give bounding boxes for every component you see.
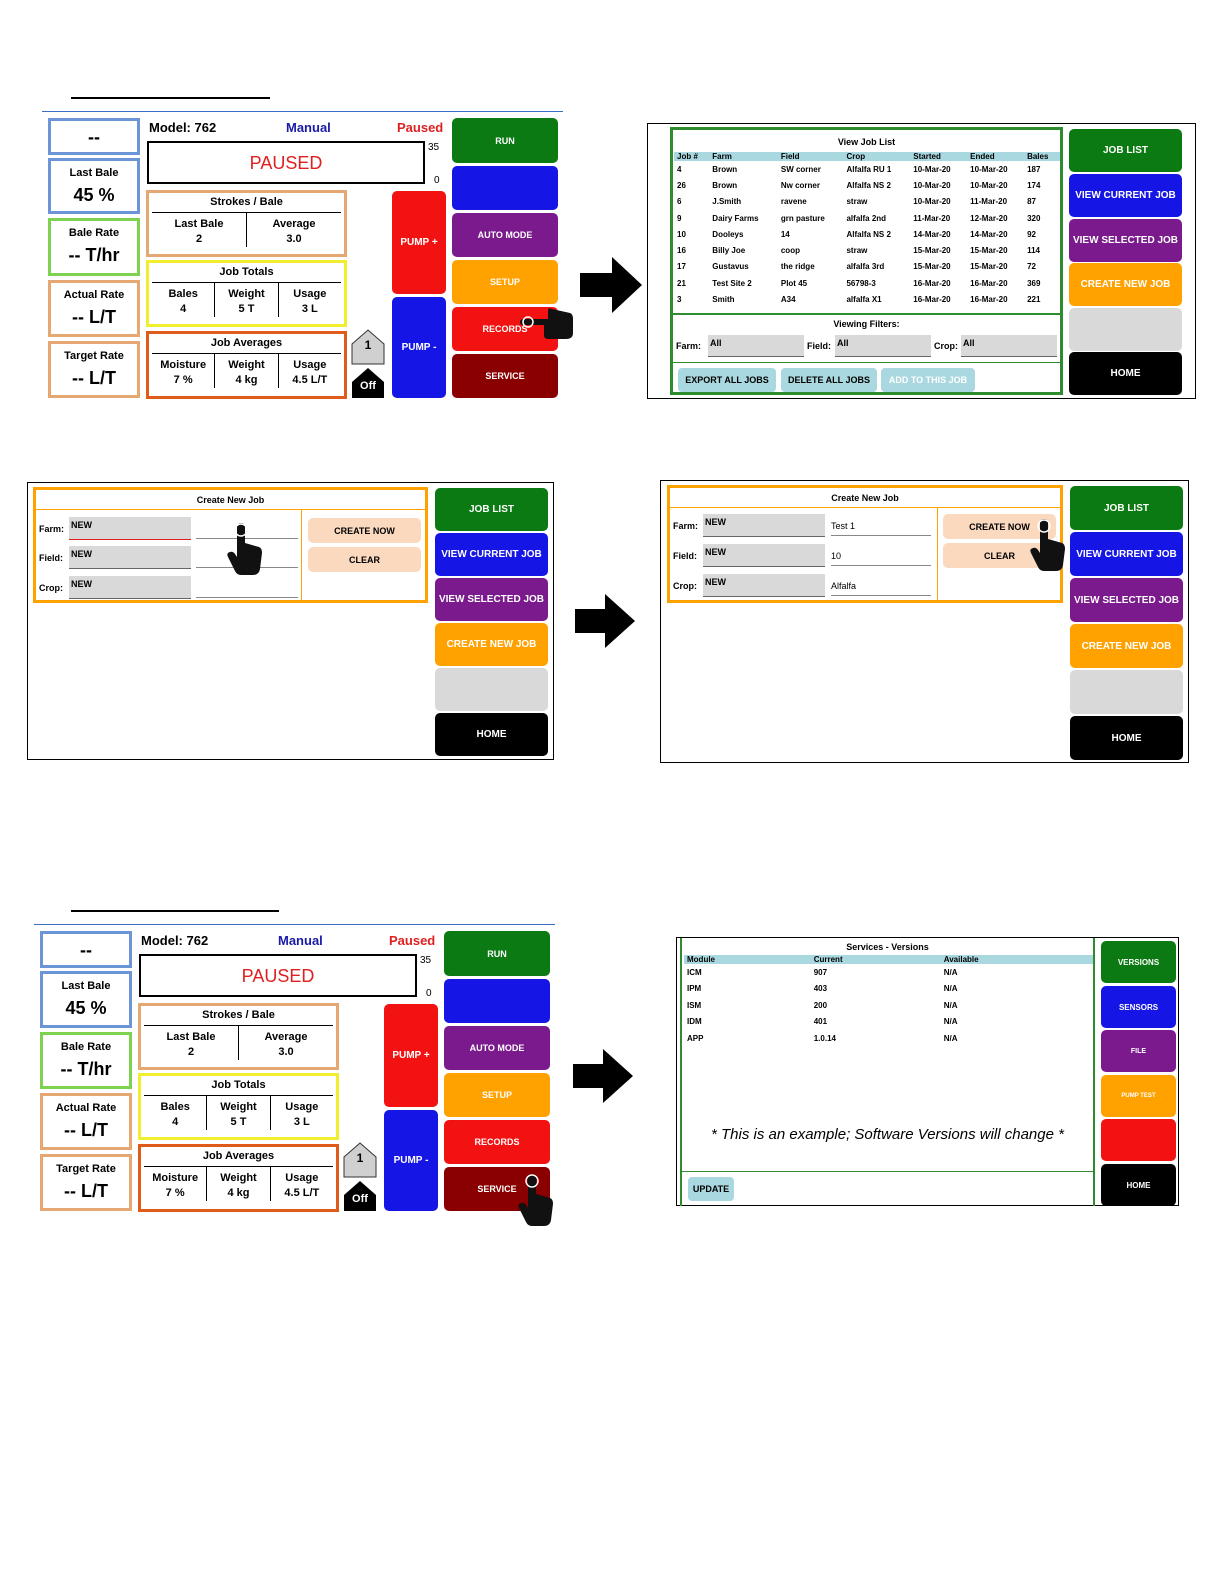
service-button[interactable]: SERVICE [452,354,558,398]
totals-usage-label: Usage [293,288,327,300]
job-table-header: Job # [674,152,709,161]
paused-display: PAUSED [139,954,417,997]
totals-usage-value: 3 L [293,1116,310,1128]
file-button[interactable]: FILE [1101,1030,1176,1072]
table-row[interactable] [674,226,1060,242]
table-row[interactable] [674,291,1060,307]
avg-weight-label: Weight [228,359,265,371]
table-row [684,1014,1093,1031]
avg-weight-value: 4 kg [235,374,258,386]
avg-moisture-value: 7 % [173,374,193,386]
table-cell: 15-Mar-20 [913,262,951,272]
strokes-last-label: Last Bale [174,218,224,230]
run-button[interactable]: RUN [452,118,558,163]
table-cell: Brown [712,164,738,174]
table-cell: 187 [1027,164,1041,174]
job-table [674,152,1060,308]
strokes-title: Strokes / Bale [152,193,341,213]
view-current-job-button[interactable]: VIEW CURRENT JOB [435,533,548,576]
table-cell: 3 [677,295,682,305]
farm-name-value[interactable]: Test 1 [831,521,931,536]
actual-rate-label: Actual Rate [63,289,125,301]
bale-rate-box [40,1032,132,1089]
pointer-hand-icon [1028,517,1066,573]
farm-filter-input[interactable]: All [708,335,804,357]
table-cell: alfalfa 3rd [846,262,885,272]
totals-box [146,260,347,327]
avg-title: Job Averages [144,1147,333,1167]
status-label: Paused [389,933,436,948]
table-cell: 10-Mar-20 [970,180,1008,190]
table-cell: ravene [780,197,807,207]
totals-bales-value: 4 [180,303,187,315]
table-cell: IDM [687,1017,702,1027]
crop-filter-input[interactable]: All [961,335,1057,357]
services-screen [676,937,1179,1206]
job-list-screen [647,123,1196,399]
scale-max: 35 [428,142,440,153]
step-value: 1 [364,338,372,352]
model-label: Model: 762 [141,933,209,948]
table-cell: 21 [677,278,686,288]
last-bale-value: 45 % [73,185,115,205]
table-cell: straw [846,246,868,256]
job-table-header: Started [910,152,967,161]
table-cell: 4 [677,164,682,174]
step-value: 1 [356,1151,364,1165]
versions-button[interactable]: VERSIONS [1101,941,1176,983]
off-label: Off [360,380,376,392]
home-button[interactable]: HOME [1069,352,1182,395]
clear-button-2[interactable]: CLEAR [943,543,1056,568]
table-cell: ICM [687,967,702,977]
table-cell: Test Site 2 [712,278,752,288]
job-list-button[interactable]: JOB LIST [435,488,548,531]
create-job-title-1: Create New Job [196,495,265,505]
table-cell: 10-Mar-20 [913,197,951,207]
services-title: Services - Versions [846,942,929,952]
actual-rate-box [48,280,140,337]
job-table-header: Crop [843,152,910,161]
farm-label-1: Farm: [39,524,65,534]
table-cell: 72 [1027,262,1036,272]
table-cell: J.Smith [712,197,742,207]
actual-rate-label: Actual Rate [55,1102,117,1114]
table-row[interactable] [674,161,1060,177]
field-label-2: Field: [673,551,697,561]
job-list-button[interactable]: JOB LIST [1069,129,1182,172]
table-cell: alfalfa X1 [846,295,882,305]
totals-weight-label: Weight [228,288,265,300]
arrow-right-icon [573,1049,633,1103]
strokes-box [146,190,347,257]
target-rate-label: Target Rate [64,350,124,362]
farm-label-2: Farm: [673,521,699,531]
create-new-job-button[interactable]: CREATE NEW JOB [1070,624,1183,668]
blank-gray-button [1069,308,1182,351]
table-cell: 1.0.14 [813,1033,836,1043]
table-cell: 16-Mar-20 [970,295,1008,305]
last-bale-box [40,971,132,1028]
scale-min: 0 [434,175,440,186]
totals-weight-value: 5 T [238,303,255,315]
job-table-header: Farm [709,152,778,161]
table-cell: Dairy Farms [712,213,759,223]
totals-usage-label: Usage [285,1101,319,1113]
crop-label-2: Crop: [673,581,697,591]
averages-box [146,331,347,399]
crop-label-1: Crop: [39,583,63,593]
avg-weight-value: 4 kg [227,1187,250,1199]
create-job-title-2: Create New Job [831,493,899,503]
table-cell: Gustavus [712,262,749,272]
run-button[interactable]: RUN [444,931,550,976]
service-button[interactable]: SERVICE [444,1167,550,1211]
farm-filter-label: Farm: [676,341,702,351]
table-cell: Alfalfa NS 2 [846,180,891,190]
create-now-button-1[interactable]: CREATE NOW [308,518,421,543]
table-cell: Dooleys [712,229,744,239]
mode-label: Manual [278,933,323,948]
pump-minus-button[interactable]: PUMP - [392,297,446,398]
table-cell: 221 [1027,295,1041,305]
table-cell: Nw corner [780,180,820,190]
services-panel [680,938,1095,1206]
top-value: -- [88,127,100,147]
setup-button[interactable]: SETUP [452,260,558,304]
avg-moisture-label: Moisture [152,1172,199,1184]
field-input-1[interactable]: NEW [69,546,191,569]
section-underline-2 [71,910,279,912]
table-cell: N/A [943,1000,958,1010]
table-cell: IPM [687,984,702,994]
clear-button-1[interactable]: CLEAR [308,547,421,572]
last-bale-box [48,158,140,214]
strokes-avg-value: 3.0 [278,1046,294,1058]
table-cell: 401 [813,1017,828,1027]
create-now-button-2[interactable]: CREATE NOW [943,514,1056,539]
table-row [684,997,1093,1014]
pump-test-button[interactable]: PUMP TEST [1101,1075,1176,1117]
table-cell: 15-Mar-20 [970,262,1008,272]
pointer-hand-icon [516,1172,554,1228]
table-cell: grn pasture [780,213,825,223]
table-cell: 403 [813,984,828,994]
create-job-panel-2 [667,485,1063,603]
view-current-job-button[interactable]: VIEW CURRENT JOB [1069,174,1182,217]
table-cell: 15-Mar-20 [970,246,1008,256]
table-cell: 87 [1027,197,1036,207]
table-cell: 16-Mar-20 [970,278,1008,288]
table-row [684,981,1093,998]
crop-filter-label: Crop: [934,341,958,351]
strokes-box [138,1003,339,1070]
delete-all-jobs-button[interactable]: DELETE ALL JOBS [781,368,877,392]
table-cell: Alfalfa RU 1 [846,164,892,174]
top-value-box [40,931,132,968]
table-cell: N/A [943,984,958,994]
field-name-value[interactable]: 10 [831,551,931,566]
table-row [684,964,1093,981]
example-note: * This is an example; Software Versions will change * [711,1126,1064,1143]
off-label: Off [352,1193,368,1205]
avg-usage-label: Usage [293,359,327,371]
update-button[interactable]: UPDATE [688,1177,734,1201]
bale-rate-value: -- T/hr [68,245,120,265]
job-list-button[interactable]: JOB LIST [1070,486,1183,530]
avg-title: Job Averages [152,334,341,354]
avg-usage-value: 4.5 L/T [284,1187,320,1199]
view-selected-job-button[interactable]: VIEW SELECTED JOB [1070,578,1183,622]
auto-mode-button[interactable]: AUTO MODE [452,213,558,257]
last-bale-label: Last Bale [61,980,111,992]
table-cell: 56798-3 [846,278,876,288]
bale-rate-label: Bale Rate [68,227,120,239]
table-cell: 10 [677,229,686,239]
job-table-header: Ended [967,152,1024,161]
filters-title: Viewing Filters: [833,319,900,329]
scale-min: 0 [426,988,432,999]
paused-display: PAUSED [147,141,425,184]
table-row[interactable] [674,194,1060,210]
actual-rate-box [40,1093,132,1150]
blank-gray-button [1070,670,1183,714]
table-cell: APP [687,1033,704,1043]
table-cell: alfalfa 2nd [846,213,887,223]
farm-input-1[interactable]: NEW [69,517,191,540]
mode-label: Manual [286,120,331,135]
versions-table-header: Current [811,955,941,964]
table-cell: N/A [943,1017,958,1027]
job-list-title: View Job List [837,137,896,147]
table-cell: Brown [712,180,738,190]
table-row[interactable] [674,259,1060,275]
crop-input-2[interactable]: NEW [703,574,825,597]
table-cell: 15-Mar-20 [913,246,951,256]
create-new-job-button[interactable]: CREATE NEW JOB [1069,263,1182,306]
table-cell: A34 [780,295,796,305]
create-job-screen-2 [660,480,1189,763]
table-cell: 17 [677,262,686,272]
versions-table-header: Available [941,955,1093,964]
table-row[interactable] [674,242,1060,258]
table-cell: 16-Mar-20 [913,278,951,288]
averages-box [138,1144,339,1212]
totals-weight-value: 5 T [230,1116,247,1128]
filters-divider [673,313,1060,315]
strokes-avg-value: 3.0 [286,233,302,245]
pointer-hand-icon [518,305,574,341]
divider-1 [42,111,563,112]
table-cell: 16 [677,246,686,256]
last-bale-value: 45 % [65,998,107,1018]
table-cell: N/A [943,1033,958,1043]
table-cell: 9 [677,213,682,223]
col-divider [301,510,302,600]
table-cell: 114 [1027,246,1040,256]
home-button[interactable]: HOME [435,713,548,756]
value-line [196,597,298,598]
versions-table [684,955,1093,1047]
totals-title: Job Totals [144,1076,333,1096]
totals-box [138,1073,339,1140]
top-value-box [48,118,140,155]
table-cell: coop [780,246,800,256]
table-cell: 369 [1027,278,1041,288]
target-rate-value: -- L/T [72,368,116,388]
avg-moisture-value: 7 % [165,1187,185,1199]
farm-input-2[interactable]: NEW [703,514,825,537]
title-divider [670,507,1060,508]
totals-bales-value: 4 [172,1116,179,1128]
blank-red-button[interactable] [1101,1119,1176,1161]
field-input-2[interactable]: NEW [703,544,825,567]
buttons-divider [673,362,1060,363]
table-cell: 10-Mar-20 [913,180,951,190]
crop-name-value[interactable]: Alfalfa [831,581,931,596]
col-divider [937,508,938,600]
records-button[interactable]: RECORDS [452,307,558,351]
table-cell: 16-Mar-20 [913,295,951,305]
table-cell: 200 [813,1000,828,1010]
pump-minus-button[interactable]: PUMP - [384,1110,438,1211]
bale-rate-box [48,218,140,276]
table-row[interactable] [674,210,1060,226]
create-new-job-button[interactable]: CREATE NEW JOB [435,623,548,666]
target-rate-box [40,1154,132,1211]
totals-weight-label: Weight [220,1101,257,1113]
view-selected-job-button[interactable]: VIEW SELECTED JOB [435,578,548,621]
table-cell: 174 [1027,180,1041,190]
view-selected-job-button[interactable]: VIEW SELECTED JOB [1069,219,1182,262]
table-cell: 10-Mar-20 [970,164,1008,174]
add-to-this-job-button[interactable]: ADD TO THIS JOB [881,368,975,392]
table-cell: 14 [780,229,790,239]
table-cell: 320 [1027,213,1041,223]
table-cell: 11-Mar-20 [970,197,1008,207]
create-job-screen-1 [27,482,554,760]
table-cell: 907 [813,967,828,977]
job-table-header: Bales [1024,152,1060,161]
table-cell: N/A [943,967,958,977]
table-cell: 10-Mar-20 [913,164,951,174]
table-row [684,1030,1093,1047]
avg-usage-value: 4.5 L/T [292,374,328,386]
export-all-jobs-button[interactable]: EXPORT ALL JOBS [678,368,776,392]
blank-gray-button [435,668,548,711]
totals-title: Job Totals [152,263,341,283]
auto-mode-button[interactable]: AUTO MODE [444,1026,550,1070]
field-filter-label: Field: [807,341,831,351]
scale-max: 35 [420,955,432,966]
table-cell: straw [846,197,868,207]
section-underline-1 [71,97,270,99]
table-cell: Billy Joe [712,246,746,256]
job-list-panel [670,127,1063,395]
actual-rate-value: -- L/T [72,307,116,327]
sensors-button[interactable]: SENSORS [1101,986,1176,1028]
home-button[interactable]: HOME [1070,716,1183,760]
top-value: -- [80,940,92,960]
versions-table-header: Module [684,955,811,964]
strokes-last-label: Last Bale [166,1031,216,1043]
strokes-last-value: 2 [195,233,203,245]
totals-bales-label: Bales [168,288,198,300]
divider-2 [34,924,555,925]
blank-blue-button[interactable] [452,166,558,210]
title-divider [36,509,425,510]
records-button[interactable]: RECORDS [444,1120,550,1164]
strokes-avg-label: Average [272,218,316,230]
table-row[interactable] [674,177,1060,193]
table-cell: Plot 45 [780,278,808,288]
table-cell: the ridge [780,262,815,272]
pump-plus-button[interactable]: PUMP + [392,191,446,294]
table-cell: Alfalfa NS 2 [846,229,891,239]
table-cell: Smith [712,295,735,305]
table-cell: 92 [1027,229,1036,239]
last-bale-label: Last Bale [69,167,119,179]
arrow-right-icon [575,594,635,648]
table-cell: ISM [687,1000,702,1010]
actual-rate-value: -- L/T [64,1120,108,1140]
totals-bales-label: Bales [160,1101,190,1113]
target-rate-box [48,341,140,398]
pointer-hand-icon [225,521,263,577]
strokes-title: Strokes / Bale [144,1006,333,1026]
table-cell: 26 [677,180,686,190]
target-rate-value: -- L/T [64,1181,108,1201]
job-table-header: Field [778,152,844,161]
table-cell: 14-Mar-20 [913,229,951,239]
table-cell: 11-Mar-20 [913,213,951,223]
field-filter-input[interactable]: All [835,335,931,357]
table-cell: SW corner [780,164,821,174]
target-rate-label: Target Rate [56,1163,116,1175]
avg-usage-label: Usage [285,1172,319,1184]
table-row[interactable] [674,275,1060,291]
table-cell: 6 [677,197,682,207]
bale-rate-value: -- T/hr [60,1059,112,1079]
setup-button[interactable]: SETUP [444,1073,550,1117]
view-current-job-button[interactable]: VIEW CURRENT JOB [1070,532,1183,576]
table-cell: 14-Mar-20 [970,229,1008,239]
model-label: Model: 762 [149,120,217,135]
avg-moisture-label: Moisture [160,359,207,371]
blank-blue-button[interactable] [444,979,550,1023]
field-label-1: Field: [39,553,63,563]
totals-usage-value: 3 L [301,303,318,315]
strokes-last-value: 2 [187,1046,195,1058]
bale-rate-label: Bale Rate [60,1041,112,1053]
arrow-right-icon [580,257,642,313]
pump-plus-button[interactable]: PUMP + [384,1004,438,1107]
table-cell: 12-Mar-20 [970,213,1008,223]
crop-input-1[interactable]: NEW [69,576,191,599]
avg-weight-label: Weight [220,1172,257,1184]
strokes-avg-label: Average [264,1031,308,1043]
status-label: Paused [397,120,444,135]
home-button[interactable]: HOME [1101,1164,1176,1206]
update-divider [682,1171,1093,1172]
